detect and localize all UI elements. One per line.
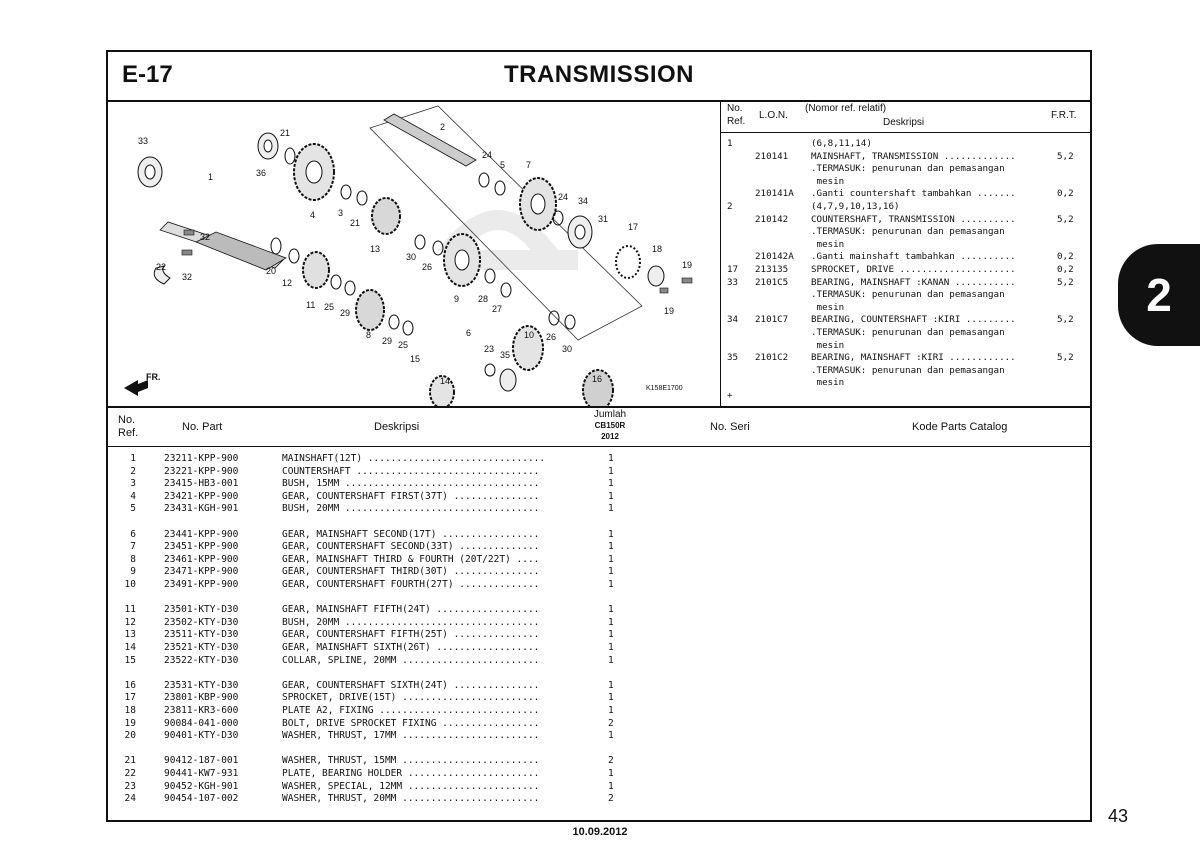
callout: 33 xyxy=(138,136,149,146)
callout: 30 xyxy=(406,252,417,262)
header-jumlah: Jumlah xyxy=(593,409,627,420)
page-title: TRANSMISSION xyxy=(503,61,694,88)
ref-row xyxy=(721,163,1092,175)
ref-cell-ref: 34 xyxy=(727,314,739,326)
ref-cell-ref: 17 xyxy=(727,264,739,275)
callout: 15 xyxy=(410,354,421,364)
callout: 26 xyxy=(422,262,433,272)
parts-cell-qty: 1 xyxy=(608,679,614,691)
callout: 27 xyxy=(492,304,503,314)
parts-cell-qty: 1 xyxy=(608,528,614,540)
ref-cell-desc: .TERMASUK: penurunan dan pemasangan xyxy=(811,327,1005,338)
parts-cell-qty: 1 xyxy=(608,553,614,565)
parts-cell-ref: 1 xyxy=(130,453,136,464)
parts-row xyxy=(108,781,1090,793)
ref-cell-desc: mesin xyxy=(811,339,845,351)
ref-cell-desc: .Ganti mainshaft tambahkan .......... xyxy=(811,251,1016,263)
parts-cell-desc: GEAR, MAINSHAFT SECOND(17T) ................. xyxy=(282,528,540,540)
footer-date: 10.09.2012 xyxy=(572,826,628,838)
parts-cell-ref: 7 xyxy=(130,541,136,553)
ref-cell-desc: mesin xyxy=(811,175,845,187)
ref-cell-frt: 5,2 xyxy=(1057,150,1074,162)
parts-cell-qty: 1 xyxy=(608,692,614,704)
parts-cell-desc: GEAR, MAINSHAFT FIFTH(24T) .................. xyxy=(282,604,540,616)
callout: 20 xyxy=(266,266,277,276)
parts-cell-ref: 2 xyxy=(130,465,136,477)
countershaft-part xyxy=(384,114,476,166)
parts-cell-desc: PLATE A2, FIXING ............................ xyxy=(282,705,540,716)
parts-table-header xyxy=(108,406,1090,447)
parts-cell-desc: WASHER, THRUST, 20MM ........................ xyxy=(282,793,540,805)
parts-cell-part: 23421-KPP-900 xyxy=(164,490,239,502)
parts-row xyxy=(108,503,1090,515)
header-year: 2012 xyxy=(601,432,619,441)
bearing-35 xyxy=(500,369,516,391)
parts-row xyxy=(108,692,1090,704)
gear-11 xyxy=(303,252,329,288)
ref-cell-lon: 2101C7 xyxy=(755,314,789,326)
parts-cell-ref: 12 xyxy=(124,616,136,628)
parts-cell-qty: 1 xyxy=(608,768,614,779)
parts-cell-ref: 11 xyxy=(124,604,136,616)
parts-row xyxy=(108,554,1090,566)
callout: 32 xyxy=(182,272,193,282)
parts-cell-desc: WASHER, SPECIAL, 12MM ....................... xyxy=(282,780,540,792)
parts-cell-desc: GEAR, COUNTERSHAFT FIFTH(25T) ............... xyxy=(282,629,540,641)
ref-cell-desc: SPROCKET, DRIVE ..................... xyxy=(811,264,1016,275)
parts-cell-qty: 1 xyxy=(608,654,614,666)
header-ref: Ref. xyxy=(727,116,746,127)
parts-cell-part: 23501-KTY-D30 xyxy=(164,604,239,616)
parts-cell-desc: WASHER, THRUST, 17MM ........................ xyxy=(282,730,540,742)
parts-cell-desc: GEAR, COUNTERSHAFT FOURTH(27T) .............. xyxy=(282,579,540,590)
header-catalog: Kode Parts Catalog xyxy=(912,421,1008,433)
parts-cell-qty: 1 xyxy=(608,604,614,616)
ref-row xyxy=(721,138,1092,150)
parts-cell-ref: 20 xyxy=(124,730,136,742)
parts-row xyxy=(108,579,1090,591)
parts-cell-part: 23531-KTY-D30 xyxy=(164,679,239,691)
parts-row xyxy=(108,491,1090,503)
callout: 11 xyxy=(306,300,316,310)
ref-cell-desc: BEARING, COUNTERSHAFT :KIRI ......... xyxy=(811,314,1016,326)
callout: 8 xyxy=(366,330,372,340)
parts-cell-ref: 13 xyxy=(124,629,136,641)
parts-cell-qty: 2 xyxy=(608,793,614,805)
parts-cell-qty: 1 xyxy=(608,453,614,464)
parts-cell-part: 23801-KBP-900 xyxy=(164,692,239,704)
parts-row xyxy=(108,768,1090,780)
parts-cell-part: 90412-187-001 xyxy=(164,755,239,767)
ref-row xyxy=(721,201,1092,213)
callout: 18 xyxy=(652,244,663,254)
callout: 25 xyxy=(324,302,335,312)
ref-row xyxy=(721,327,1092,339)
gear-13 xyxy=(372,198,400,234)
callout: 19 xyxy=(664,306,675,316)
parts-cell-desc: GEAR, MAINSHAFT SIXTH(26T) .................. xyxy=(282,642,540,653)
diagram-svg xyxy=(108,100,720,406)
header-part: No. Part xyxy=(182,421,223,433)
parts-row xyxy=(108,529,1090,541)
ref-cell-desc: mesin xyxy=(811,238,845,250)
ref-cell-ref: 2 xyxy=(727,201,733,212)
header-deskripsi: Deskripsi xyxy=(883,117,925,128)
callout: 5 xyxy=(500,160,506,170)
parts-cell-ref: 15 xyxy=(124,654,136,666)
parts-cell-part: 23415-HB3-001 xyxy=(164,478,239,490)
parts-cell-desc: GEAR, COUNTERSHAFT SECOND(33T) .............. xyxy=(282,541,540,553)
callout: 29 xyxy=(340,308,351,318)
ref-row xyxy=(721,377,1092,389)
callout: 30 xyxy=(562,344,573,354)
repair-time-table xyxy=(721,100,1092,406)
parts-cell-part: 90441-KW7-931 xyxy=(164,768,239,779)
chapter-tab: 2 xyxy=(1118,244,1200,346)
bearing-33 xyxy=(138,157,162,187)
ref-cell-frt: 0,2 xyxy=(1057,251,1074,263)
parts-row xyxy=(108,793,1090,805)
header-ref: Ref. xyxy=(118,427,139,439)
parts-cell-qty: 1 xyxy=(608,642,614,653)
ref-cell-ref: + xyxy=(727,390,733,401)
parts-cell-desc: COLLAR, SPLINE, 20MM ........................ xyxy=(282,654,540,666)
parts-cell-part: 23221-KPP-900 xyxy=(164,465,239,477)
ref-cell-lon: 2101C2 xyxy=(755,352,789,364)
header-lon: L.O.N. xyxy=(759,110,788,121)
parts-cell-desc: BUSH, 20MM .................................. xyxy=(282,616,540,628)
parts-cell-desc: COUNTERSHAFT ................................ xyxy=(282,465,540,477)
ref-row xyxy=(721,340,1092,352)
page-header xyxy=(108,52,1090,102)
ref-cell-ref: 1 xyxy=(727,138,733,149)
parts-row xyxy=(108,655,1090,667)
section-code: E-17 xyxy=(122,61,173,88)
parts-cell-part: 23471-KPP-900 xyxy=(164,566,239,578)
callout: 36 xyxy=(256,168,267,178)
parts-cell-part: 23511-KTY-D30 xyxy=(164,629,239,641)
header-no: No. xyxy=(118,414,136,426)
parts-row xyxy=(108,705,1090,717)
ref-cell-desc: (6,8,11,14) xyxy=(811,138,872,149)
header-model: CB150R xyxy=(594,421,626,430)
ref-cell-ref: 33 xyxy=(727,276,739,288)
parts-cell-ref: 22 xyxy=(124,768,136,779)
parts-cell-ref: 18 xyxy=(124,705,136,716)
parts-cell-part: 23491-KPP-900 xyxy=(164,579,239,590)
callout: 32 xyxy=(200,232,211,242)
front-arrow-icon xyxy=(124,372,161,396)
callout: 35 xyxy=(500,350,511,360)
parts-cell-ref: 9 xyxy=(130,566,136,578)
callout: 10 xyxy=(524,330,535,340)
ref-row xyxy=(721,390,1092,402)
parts-row xyxy=(108,566,1090,578)
parts-cell-qty: 1 xyxy=(608,705,614,716)
ref-row xyxy=(721,289,1092,301)
ref-cell-desc: .TERMASUK: penurunan dan pemasangan xyxy=(811,163,1005,175)
callout: 1 xyxy=(208,172,214,182)
parts-cell-qty: 1 xyxy=(608,478,614,490)
parts-cell-part: 90401-KTY-D30 xyxy=(164,730,239,742)
callout: 17 xyxy=(628,222,639,232)
callout: 31 xyxy=(598,214,609,224)
fixing-plate-18 xyxy=(648,266,664,286)
ref-row xyxy=(721,264,1092,276)
callout: 22 xyxy=(156,262,167,272)
parts-cell-qty: 1 xyxy=(608,780,614,792)
callout: 34 xyxy=(578,196,589,206)
header-frt: F.R.T. xyxy=(1051,110,1077,121)
parts-cell-qty: 1 xyxy=(608,465,614,477)
parts-cell-qty: 2 xyxy=(608,717,614,729)
callout: 9 xyxy=(454,294,460,304)
parts-cell-desc: BOLT, DRIVE SPROCKET FIXING ................. xyxy=(282,717,540,729)
parts-cell-ref: 3 xyxy=(130,478,136,490)
header-deskripsi: Deskripsi xyxy=(374,421,420,433)
callout: 13 xyxy=(370,244,381,254)
bearing-36 xyxy=(258,133,278,159)
parts-cell-desc: PLATE, BEARING HOLDER ....................... xyxy=(282,768,540,779)
parts-cell-qty: 1 xyxy=(608,579,614,590)
callout: 4 xyxy=(310,210,316,220)
callout: 24 xyxy=(482,150,493,160)
ref-cell-desc: .TERMASUK: penurunan dan pemasangan xyxy=(811,226,1005,238)
ref-cell-desc: .TERMASUK: penurunan dan pemasangan xyxy=(811,289,1005,301)
ref-cell-lon: 210142 xyxy=(755,213,789,225)
parts-cell-part: 23811-KR3-600 xyxy=(164,705,239,716)
parts-cell-part: 23441-KPP-900 xyxy=(164,528,239,540)
gear-9 xyxy=(444,234,480,286)
parts-cell-ref: 14 xyxy=(124,642,136,653)
parts-cell-ref: 6 xyxy=(130,528,136,540)
ref-cell-ref: 35 xyxy=(727,352,739,364)
parts-cell-desc: MAINSHAFT(12T) ............................... xyxy=(282,453,546,464)
callout: 19 xyxy=(682,260,693,270)
callout: 24 xyxy=(558,192,569,202)
parts-cell-part: 23521-KTY-D30 xyxy=(164,642,239,653)
parts-cell-ref: 21 xyxy=(124,755,136,767)
parts-cell-ref: 16 xyxy=(124,679,136,691)
parts-cell-qty: 1 xyxy=(608,616,614,628)
parts-cell-part: 90084-041-000 xyxy=(164,717,239,729)
parts-cell-qty: 2 xyxy=(608,755,614,767)
callout: 23 xyxy=(484,344,495,354)
callout: 3 xyxy=(338,208,344,218)
parts-cell-part: 23522-KTY-D30 xyxy=(164,654,239,666)
ref-row xyxy=(721,314,1092,326)
parts-row xyxy=(108,730,1090,742)
parts-row xyxy=(108,642,1090,654)
parts-cell-desc: BUSH, 20MM .................................. xyxy=(282,503,540,515)
bearing-34 xyxy=(568,216,592,248)
ref-row xyxy=(721,302,1092,314)
ref-cell-desc: MAINSHAFT, TRANSMISSION ............. xyxy=(811,150,1016,162)
ref-row xyxy=(721,365,1092,377)
ref-row xyxy=(721,352,1092,364)
parts-cell-ref: 10 xyxy=(124,579,136,590)
ref-cell-lon: 2101C5 xyxy=(755,276,789,288)
ref-cell-lon: 210142A xyxy=(755,251,794,263)
ref-row xyxy=(721,151,1092,163)
ref-cell-lon: 210141 xyxy=(755,150,789,162)
parts-row xyxy=(108,680,1090,692)
ref-row xyxy=(721,251,1092,263)
diagram-code: K158E1700 xyxy=(646,385,683,392)
parts-row xyxy=(108,478,1090,490)
ref-row xyxy=(721,214,1092,226)
ref-cell-desc: BEARING, MAINSHAFT :KANAN ........... xyxy=(811,276,1016,288)
parts-cell-ref: 5 xyxy=(130,503,136,515)
gear-4 xyxy=(294,144,334,200)
parts-cell-qty: 1 xyxy=(608,490,614,502)
parts-row xyxy=(108,629,1090,641)
callout: 28 xyxy=(478,294,489,304)
ref-cell-lon: 210141A xyxy=(755,188,794,200)
ref-cell-desc: mesin xyxy=(811,301,845,313)
parts-cell-ref: 4 xyxy=(130,490,136,502)
callout: 25 xyxy=(398,340,409,350)
header-no: No. xyxy=(727,103,743,114)
parts-cell-part: 23461-KPP-900 xyxy=(164,553,239,565)
exploded-diagram xyxy=(108,100,721,406)
ref-cell-frt: 5,2 xyxy=(1057,213,1074,225)
ref-cell-desc: .TERMASUK: penurunan dan pemasangan xyxy=(811,364,1005,376)
parts-cell-part: 90454-107-002 xyxy=(164,793,239,805)
callout: 26 xyxy=(546,332,557,342)
ref-row xyxy=(721,226,1092,238)
header-seri: No. Seri xyxy=(710,421,750,433)
parts-cell-desc: BUSH, 15MM .................................. xyxy=(282,478,540,490)
parts-row xyxy=(108,617,1090,629)
header-nomor: (Nomor ref. relatif) xyxy=(805,103,887,114)
parts-cell-desc: GEAR, COUNTERSHAFT FIRST(37T) ............... xyxy=(282,490,540,502)
mainshaft-part xyxy=(160,222,286,270)
callout: 6 xyxy=(466,328,472,338)
callout: 12 xyxy=(282,278,293,288)
gear-8 xyxy=(356,290,384,330)
ref-row xyxy=(721,239,1092,251)
parts-cell-qty: 1 xyxy=(608,503,614,515)
parts-cell-qty: 1 xyxy=(608,730,614,742)
parts-cell-desc: GEAR, COUNTERSHAFT THIRD(30T) ............... xyxy=(282,566,540,578)
parts-cell-ref: 17 xyxy=(124,692,136,704)
parts-cell-part: 23451-KPP-900 xyxy=(164,541,239,553)
gear-7 xyxy=(520,178,556,230)
callout: 14 xyxy=(440,376,451,386)
ref-cell-frt: 5,2 xyxy=(1057,314,1074,326)
parts-cell-ref: 8 xyxy=(130,553,136,565)
ref-cell-desc: (4,7,9,10,13,16) xyxy=(811,201,900,212)
fr-label: FR. xyxy=(146,372,161,382)
parts-cell-qty: 1 xyxy=(608,566,614,578)
parts-row xyxy=(108,755,1090,767)
parts-cell-qty: 1 xyxy=(608,629,614,641)
ref-cell-frt: 0,2 xyxy=(1057,264,1074,275)
repair-time-header xyxy=(721,100,1092,133)
parts-cell-ref: 19 xyxy=(124,717,136,729)
ref-cell-frt: 0,2 xyxy=(1057,188,1074,200)
parts-row xyxy=(108,541,1090,553)
parts-cell-ref: 24 xyxy=(124,793,136,805)
parts-cell-desc: SPROCKET, DRIVE(15T) ........................ xyxy=(282,692,540,704)
catalog-frame xyxy=(106,50,1092,822)
callout-labels xyxy=(138,122,692,386)
ref-cell-lon: 213135 xyxy=(755,264,789,275)
callout: 16 xyxy=(592,374,603,384)
ref-cell-frt: 5,2 xyxy=(1057,352,1074,364)
parts-cell-part: 23502-KTY-D30 xyxy=(164,616,239,628)
callout: 21 xyxy=(350,218,361,228)
parts-cell-part: 90452-KGH-901 xyxy=(164,780,239,792)
parts-cell-desc: WASHER, THRUST, 15MM ........................ xyxy=(282,755,540,767)
parts-cell-qty: 1 xyxy=(608,541,614,553)
ref-cell-frt: 5,2 xyxy=(1057,276,1074,288)
ref-cell-desc: BEARING, MAINSHAFT :KIRI ............ xyxy=(811,352,1016,364)
ref-row xyxy=(721,176,1092,188)
ref-row xyxy=(721,188,1092,200)
ref-cell-desc: COUNTERSHAFT, TRANSMISSION .......... xyxy=(811,213,1016,225)
callout: 29 xyxy=(382,336,393,346)
parts-cell-part: 23431-KGH-901 xyxy=(164,503,239,515)
parts-row xyxy=(108,466,1090,478)
parts-row xyxy=(108,718,1090,730)
parts-row xyxy=(108,604,1090,616)
ref-cell-desc: mesin xyxy=(811,377,845,389)
page-number: 43 xyxy=(1108,806,1129,826)
callout: 7 xyxy=(526,160,532,170)
sprocket-17 xyxy=(616,246,640,278)
ref-cell-desc: .Ganti countershaft tambahkan ....... xyxy=(811,188,1016,200)
parts-cell-desc: GEAR, COUNTERSHAFT SIXTH(24T) ............... xyxy=(282,679,540,691)
callout: 21 xyxy=(280,128,291,138)
callout: 2 xyxy=(440,122,446,132)
parts-row xyxy=(108,453,1090,465)
ref-row xyxy=(721,277,1092,289)
parts-cell-ref: 23 xyxy=(124,780,136,792)
parts-cell-desc: GEAR, MAINSHAFT THIRD & FOURTH (20T/22T) .... xyxy=(282,553,540,565)
parts-cell-part: 23211-KPP-900 xyxy=(164,453,239,464)
